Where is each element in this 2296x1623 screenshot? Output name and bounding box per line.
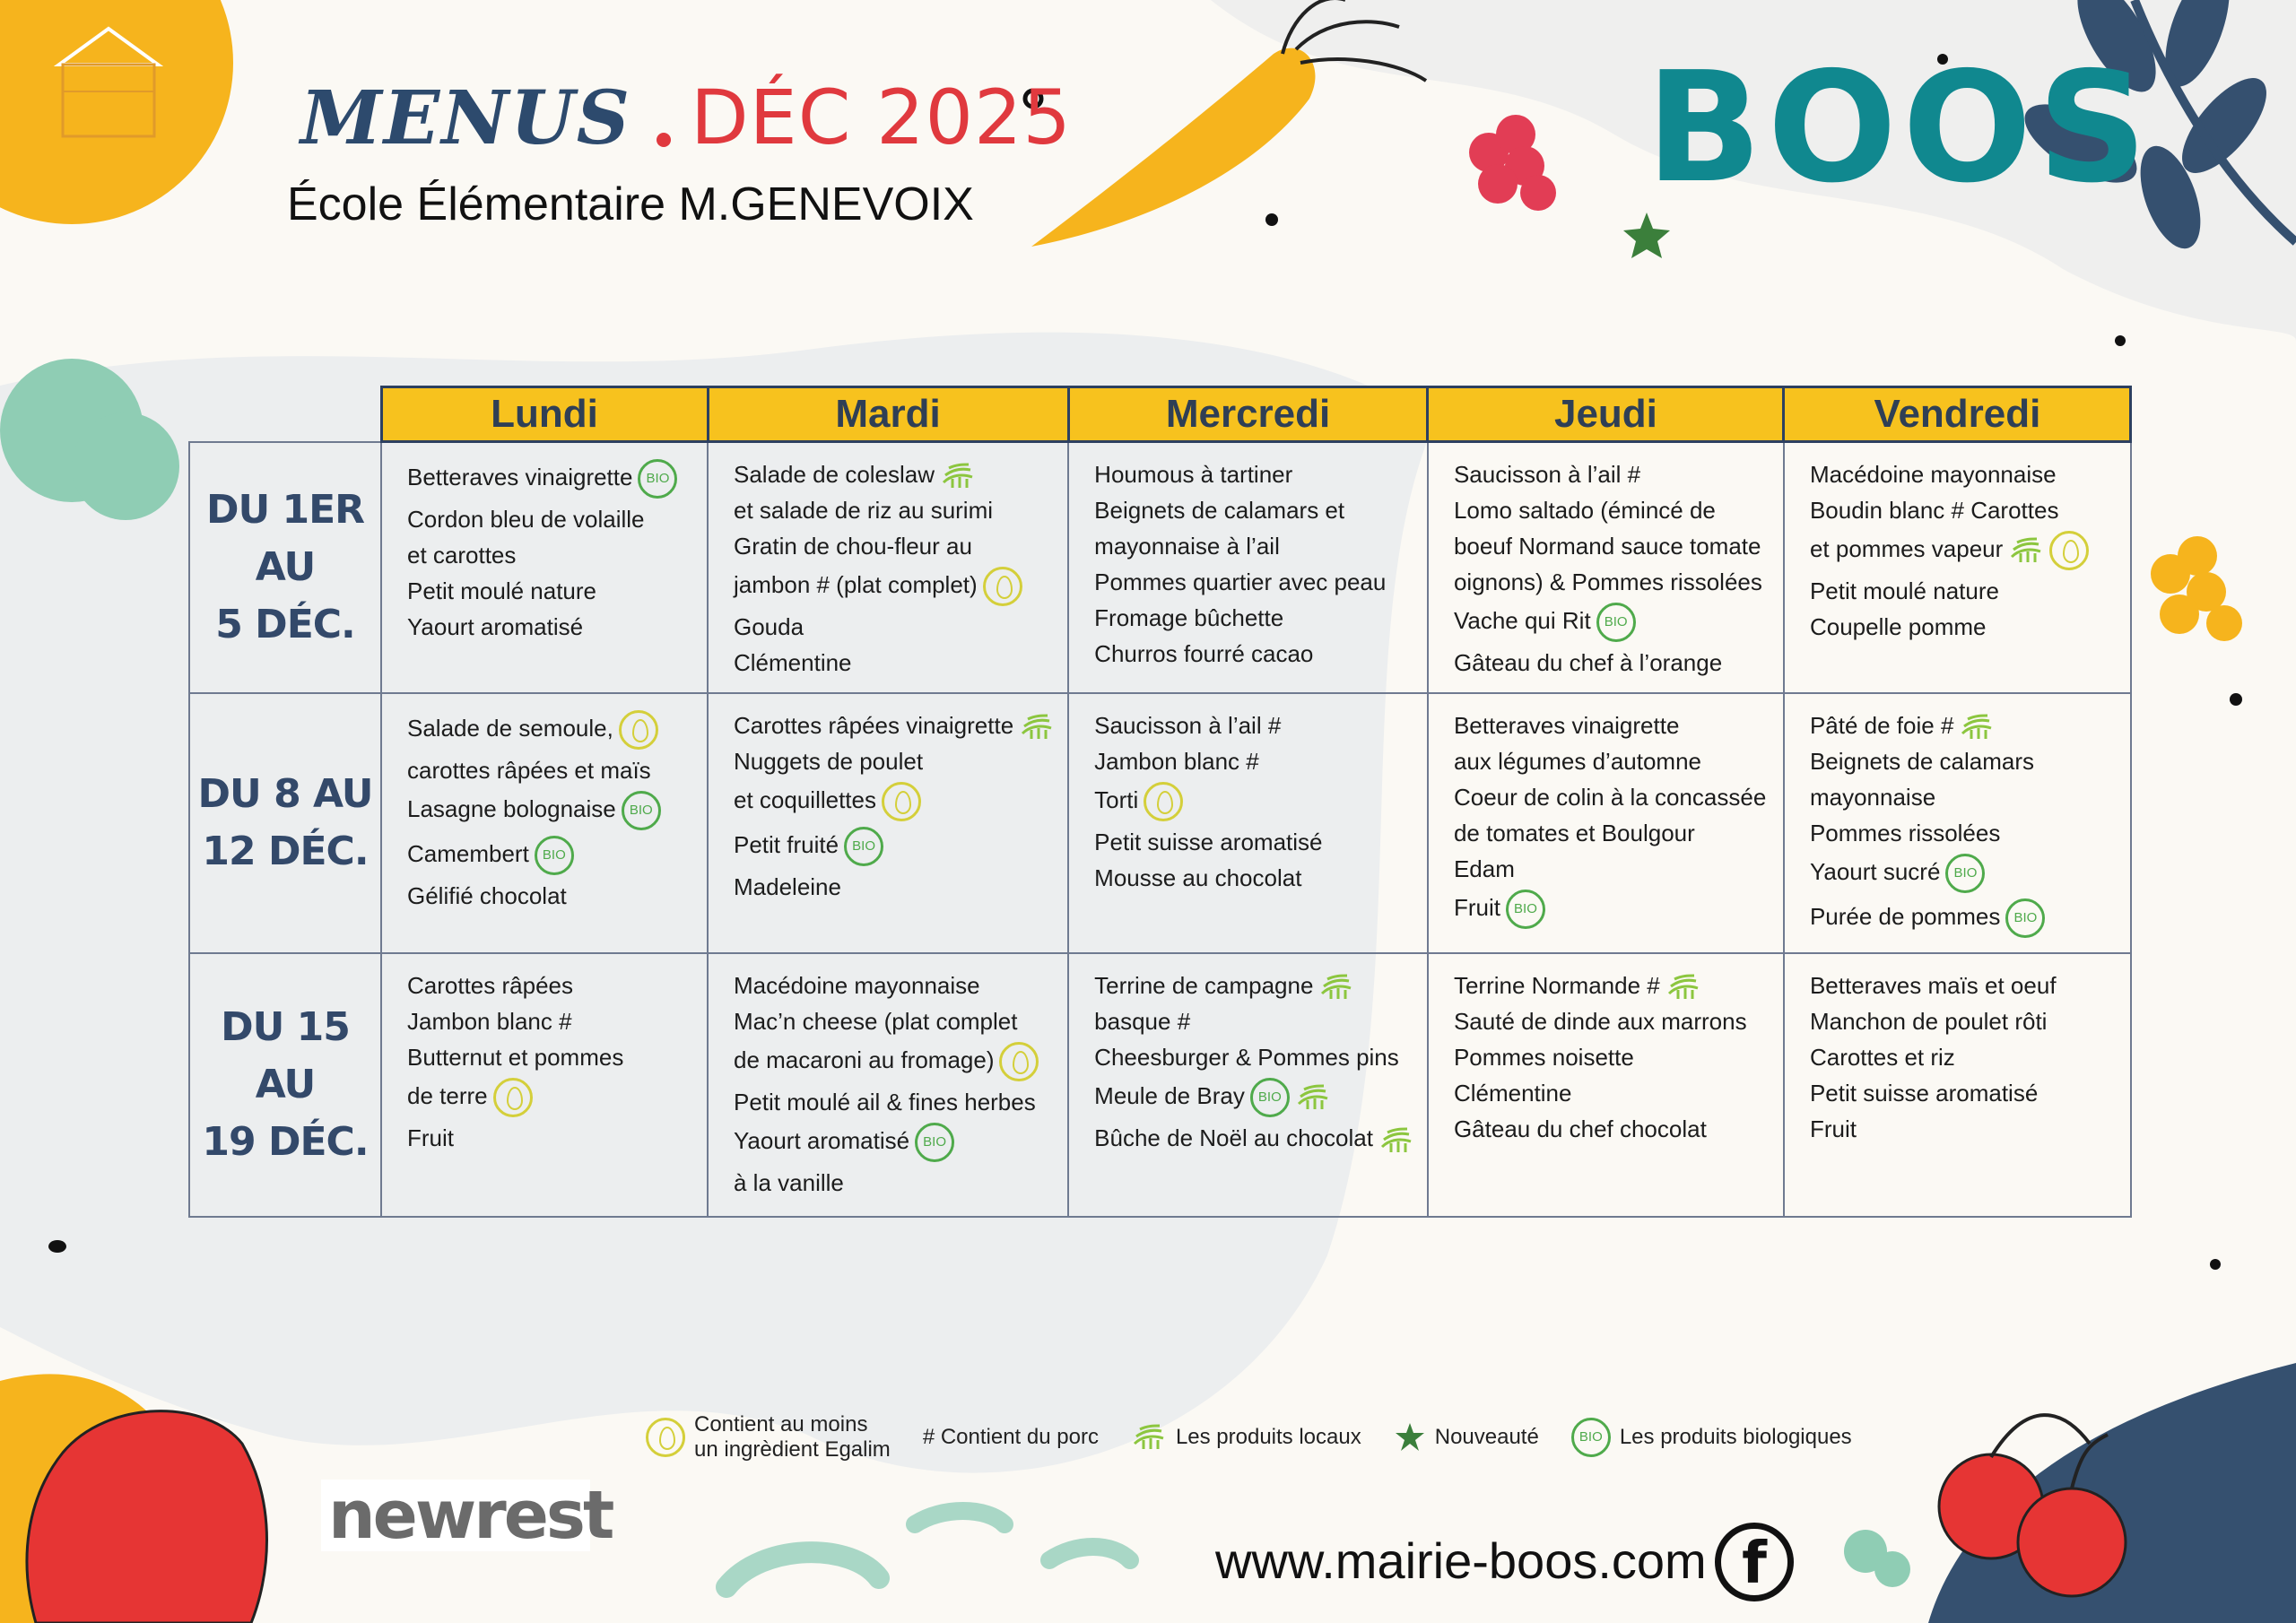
week-row [189, 693, 2131, 953]
local-products-icon [1665, 974, 1701, 1001]
dish-item [1810, 746, 2118, 777]
dish-text: Jambon blanc # [407, 1008, 572, 1036]
dish-item [1094, 782, 1414, 821]
dish-text: Meule de Bray [1094, 1082, 1245, 1110]
dish-item [407, 881, 694, 911]
bio-badge-icon: BIO [915, 1123, 954, 1162]
dish-item [734, 1006, 1055, 1037]
website-link[interactable]: www.mairie-boos.com [1215, 1532, 1707, 1589]
menus-label: MENUS [300, 75, 631, 161]
legend-local-text: Les produits locaux [1175, 1425, 1361, 1449]
dish-item [1454, 1078, 1770, 1108]
dish-text: Cordon bleu de volaille [407, 506, 645, 533]
day-header-lundi: Lundi [381, 387, 708, 442]
day-header-jeudi: Jeudi [1428, 387, 1784, 442]
menu-cell-mercredi [1068, 442, 1428, 694]
week-row [189, 442, 2131, 694]
dish-item [407, 1078, 694, 1117]
dish-item [734, 827, 1055, 866]
week-label-line1: DU 15 AU [221, 1004, 350, 1108]
week-label-line1: DU 1ER AU [205, 486, 365, 590]
menu-title [300, 74, 1072, 161]
menu-cell-vendredi [1784, 442, 2131, 694]
dish-text: Clémentine [1453, 1080, 1572, 1107]
dish-item [1454, 782, 1770, 812]
dish-text: Cheesburger & Pommes pins [1094, 1044, 1399, 1072]
dish-item [1094, 710, 1414, 741]
dish-item [1810, 576, 2118, 606]
dish-text: Camembert [407, 840, 529, 867]
dish-text: Beignets de calamars et [1094, 497, 1345, 524]
dish-text: Carottes râpées vinaigrette [734, 712, 1014, 740]
dish-item [1094, 638, 1414, 669]
dish-text: Pommes noisette [1453, 1044, 1634, 1072]
dish-item [734, 710, 1055, 741]
dish-text: basque # [1094, 1008, 1191, 1036]
dish-text: Edam [1453, 855, 1515, 883]
menu-cell-jeudi [1428, 693, 1784, 953]
dish-text: Butternut et pommes [407, 1044, 624, 1072]
dish-text: Vache qui Rit [1453, 606, 1591, 634]
dish-item [1454, 495, 1770, 525]
dish-text: Manchon de poulet rôti [1809, 1008, 2048, 1036]
dish-item [1094, 1123, 1414, 1153]
dish-text: Macédoine mayonnaise [734, 972, 980, 1000]
dish-text: mayonnaise à l’ail [1094, 533, 1280, 560]
local-products-icon [1959, 714, 1995, 741]
local-products-icon [1019, 714, 1055, 741]
dish-item [1454, 854, 1770, 884]
dish-text: Lasagne bolognaise [407, 795, 616, 822]
local-products-icon [1378, 1127, 1414, 1154]
dish-text: et pommes vapeur [1809, 534, 2004, 562]
dish-text: Yaourt aromatisé [734, 1127, 910, 1155]
dish-text: Gratin de chou-fleur au [734, 533, 972, 560]
dish-text: Coupelle pomme [1809, 613, 1987, 640]
dish-text: Petit suisse aromatisé [1094, 829, 1323, 856]
dish-item [407, 459, 694, 499]
dish-text: à la vanille [734, 1169, 844, 1197]
dish-text: Petit fruité [734, 831, 839, 859]
dish-text: Petit suisse aromatisé [1809, 1080, 2039, 1107]
dish-item [407, 755, 694, 785]
menu-cell-mardi [708, 953, 1068, 1217]
dish-text: et coquillettes [734, 786, 876, 814]
dish-item [1094, 863, 1414, 893]
dish-item [734, 1042, 1055, 1081]
dish-item [407, 836, 694, 875]
dish-item [1094, 1042, 1414, 1072]
school-name: École Élémentaire M.GENEVOIX [287, 178, 974, 230]
dish-item [734, 970, 1055, 1001]
dish-item [1454, 603, 1770, 642]
dish-item [734, 647, 1055, 678]
dish-text: Petit moulé nature [407, 577, 597, 604]
local-products-icon [1295, 1084, 1331, 1111]
week-row [189, 953, 2131, 1217]
menu-cell-mardi [708, 693, 1068, 953]
bio-badge-icon: BIO [535, 836, 574, 875]
dish-text: de tomates et Boulgour [1453, 820, 1695, 847]
dish-item [1810, 495, 2118, 525]
dish-text: Boudin blanc # Carottes [1809, 497, 2059, 524]
bio-badge-icon: BIO [1596, 603, 1636, 642]
dish-item [734, 1167, 1055, 1198]
dish-text: Pâté de foie # [1809, 712, 1954, 740]
dish-text: Madeleine [734, 873, 841, 901]
legend-bio-text: Les produits biologiques [1619, 1425, 1852, 1449]
dish-item [734, 746, 1055, 777]
dish-text: Salade de coleslaw [734, 461, 935, 488]
dish-text: Saucisson à l’ail # [1094, 712, 1282, 740]
dish-item [1094, 746, 1414, 777]
dish-item [1810, 970, 2118, 1001]
dish-item [1454, 531, 1770, 561]
legend-new [1394, 1421, 1539, 1454]
dish-text: Yaourt sucré [1809, 858, 1941, 886]
menu-cell-vendredi [1784, 953, 2131, 1217]
week-label-line2: 5 DÉC. [215, 601, 355, 647]
egalim-leaf-icon [999, 1042, 1039, 1081]
bio-badge-icon: BIO [2005, 898, 2045, 938]
egalim-leaf-icon [983, 567, 1022, 606]
dish-text: Sauté de dinde aux marrons [1453, 1008, 1747, 1036]
dish-item [1810, 1042, 2118, 1072]
week-label-line2: 19 DÉC. [202, 1119, 369, 1166]
dish-item [407, 540, 694, 570]
dish-item [734, 567, 1055, 606]
dish-text: Gâteau du chef chocolat [1453, 1115, 1707, 1143]
dish-item [1810, 710, 2118, 741]
dish-text: Carottes râpées [407, 972, 573, 1000]
egalim-leaf-icon [2049, 531, 2089, 570]
week-label [189, 442, 381, 694]
dish-item [1094, 459, 1414, 490]
dish-item [1810, 898, 2118, 938]
dish-item [1094, 567, 1414, 597]
dish-text: Purée de pommes [1809, 903, 2001, 931]
dish-item [1810, 531, 2118, 570]
dish-item [1454, 459, 1770, 490]
dish-item [1810, 818, 2118, 848]
dish-text: Betteraves vinaigrette [1453, 712, 1680, 740]
menu-cell-lundi [381, 442, 708, 694]
dish-text: Jambon blanc # [1094, 748, 1259, 776]
week-label [189, 953, 381, 1217]
dish-text: de terre [407, 1082, 488, 1110]
dish-item [1094, 495, 1414, 525]
legend-pork [923, 1425, 1099, 1450]
dish-text: Clémentine [734, 649, 852, 677]
dish-text: jambon # (plat complet) [734, 571, 978, 598]
bio-badge-icon: BIO [638, 459, 677, 499]
menu-cell-jeudi [1428, 442, 1784, 694]
week-label [189, 693, 381, 953]
dish-text: boeuf Normand sauce tomate [1453, 533, 1761, 560]
dish-text: carottes râpées et maïs [407, 757, 651, 785]
dish-text: mayonnaise [1809, 784, 1936, 812]
dish-item [1094, 827, 1414, 857]
menu-month: DÉC 2025 [690, 74, 1072, 161]
dish-text: Macédoine mayonnaise [1809, 461, 2057, 488]
menu-cell-mercredi [1068, 693, 1428, 953]
dish-item [1810, 1006, 2118, 1037]
dish-text: Fruit [1809, 1115, 1857, 1143]
dish-item [734, 872, 1055, 902]
dish-item [407, 1123, 694, 1153]
egalim-leaf-icon [619, 710, 658, 750]
dish-item [734, 782, 1055, 821]
dish-item [734, 612, 1055, 642]
legend-local [1131, 1424, 1361, 1451]
dish-text: et carottes [407, 542, 517, 568]
legend-egalim-line1: Contient au moins [694, 1412, 868, 1436]
dish-text: oignons) & Pommes rissolées [1453, 568, 1762, 595]
legend-bio [1571, 1418, 1852, 1457]
dish-text: Nuggets de poulet [734, 748, 924, 776]
dish-text: Mousse au chocolat [1094, 864, 1302, 892]
dish-item [1454, 746, 1770, 777]
dish-item [407, 791, 694, 830]
bio-badge-icon: BIO [1571, 1418, 1611, 1457]
dish-item [407, 970, 694, 1001]
local-products-icon [1131, 1424, 1167, 1451]
dish-text: Fruit [407, 1124, 454, 1152]
dish-text: Beignets de calamars [1809, 748, 2034, 776]
dish-item [1454, 647, 1770, 678]
bio-badge-icon: BIO [1945, 854, 1985, 893]
dish-text: Petit moulé ail & fines herbes [734, 1089, 1036, 1116]
raspberry-illustration [1469, 115, 1556, 211]
dish-item [1810, 854, 2118, 893]
dish-text: Saucisson à l’ail # [1453, 461, 1641, 488]
menu-cell-jeudi [1428, 953, 1784, 1217]
dish-text: Betteraves maïs et oeuf [1809, 972, 2057, 1000]
bio-badge-icon: BIO [1250, 1078, 1290, 1117]
dish-text: de macaroni au fromage) [734, 1046, 995, 1074]
legend-egalim [646, 1412, 891, 1462]
dish-text: Houmous à tartiner [1094, 461, 1293, 488]
menu-cell-mardi [708, 442, 1068, 694]
dish-item [1810, 1078, 2118, 1108]
dish-item [1094, 1006, 1414, 1037]
dish-item [407, 1042, 694, 1072]
dish-item [1454, 1114, 1770, 1144]
week-label-line1: DU 8 AU [197, 771, 373, 818]
dish-item [1454, 710, 1770, 741]
dish-item [734, 495, 1055, 525]
dish-item [1810, 459, 2118, 490]
menu-cell-vendredi [1784, 693, 2131, 953]
dish-text: Fromage bûchette [1094, 604, 1284, 631]
menu-cell-lundi [381, 693, 708, 953]
legend-egalim-line2: un ingrèdient Egalim [694, 1437, 891, 1462]
dish-item [1454, 818, 1770, 848]
egalim-leaf-icon [493, 1078, 533, 1117]
dish-item [407, 710, 694, 750]
dish-text: Salade de semoule, [407, 715, 613, 742]
star-icon [1394, 1421, 1426, 1454]
star-decoration [1623, 213, 1670, 258]
dish-text: Gélifié chocolat [407, 882, 567, 910]
dish-text: Pommes quartier avec peau [1094, 568, 1387, 595]
dish-text: Gouda [734, 613, 804, 641]
legend [646, 1412, 1884, 1462]
yellow-raspberry-illustration [2151, 536, 2242, 641]
dish-text: Terrine de campagne [1094, 972, 1314, 1000]
dish-item [1094, 603, 1414, 633]
dish-item [1810, 1114, 2118, 1144]
local-products-icon [1318, 974, 1354, 1001]
dish-text: Terrine Normande # [1453, 972, 1660, 1000]
dish-text: Lomo saltado (émincé de [1453, 497, 1716, 524]
egalim-leaf-icon [646, 1418, 685, 1457]
facebook-icon[interactable]: f [1715, 1523, 1794, 1601]
dish-text: Fruit [1453, 894, 1500, 921]
dish-text: Betteraves vinaigrette [407, 463, 633, 490]
dish-text: aux légumes d’automne [1453, 748, 1702, 776]
dish-item [734, 1123, 1055, 1162]
week-label-line2: 12 DÉC. [202, 829, 369, 875]
dish-item [407, 504, 694, 534]
dish-text: et salade de riz au surimi [734, 497, 994, 525]
dish-text: Gâteau du chef à l’orange [1453, 649, 1723, 676]
newrest-logo: newrest [321, 1480, 590, 1551]
day-header-vendredi: Vendredi [1784, 387, 2131, 442]
dish-item [407, 612, 694, 642]
dish-item [1094, 1078, 1414, 1117]
menu-cell-mercredi [1068, 953, 1428, 1217]
dish-item [1810, 612, 2118, 642]
legend-pork-text: # Contient du porc [922, 1425, 1099, 1449]
dish-text: Churros fourré cacao [1094, 640, 1314, 667]
dish-item [734, 1087, 1055, 1117]
bio-badge-icon: BIO [622, 791, 661, 830]
boos-brand-logo: BOOS [1646, 39, 2153, 217]
dish-item [734, 459, 1055, 490]
dish-text: Coeur de colin à la concassée [1453, 784, 1767, 812]
dish-text: Pommes rissolées [1809, 820, 2001, 847]
egalim-leaf-icon [1144, 782, 1183, 821]
town-logo [50, 20, 167, 145]
dish-item [407, 1006, 694, 1037]
dish-item [1454, 567, 1770, 597]
dish-text: Mac’n cheese (plat complet [734, 1008, 1018, 1036]
dish-item [407, 576, 694, 606]
bio-badge-icon: BIO [844, 827, 883, 866]
dish-text: Bûche de Noël au chocolat [1094, 1124, 1373, 1152]
legend-new-text: Nouveauté [1434, 1425, 1539, 1449]
dish-item [1454, 1006, 1770, 1037]
dish-item [1094, 970, 1414, 1001]
menu-cell-lundi [381, 953, 708, 1217]
bio-badge-icon: BIO [1506, 890, 1545, 929]
local-products-icon [940, 463, 976, 490]
dish-item [1810, 782, 2118, 812]
dish-item [734, 531, 1055, 561]
local-products-icon [2008, 537, 2044, 564]
dish-item [1454, 1042, 1770, 1072]
table-corner [189, 387, 381, 442]
title-separator-dot [657, 133, 671, 147]
dish-text: Petit moulé nature [1809, 577, 1999, 604]
day-header-mardi: Mardi [708, 387, 1068, 442]
dish-item [1454, 890, 1770, 929]
dish-text: Torti [1094, 786, 1139, 813]
dish-text: Carottes et riz [1809, 1044, 1955, 1072]
dish-item [1094, 531, 1414, 561]
egalim-leaf-icon [882, 782, 921, 821]
dish-text: Yaourt aromatisé [407, 613, 584, 640]
dish-item [1454, 970, 1770, 1001]
menu-table [188, 386, 2132, 1218]
day-header-mercredi: Mercredi [1068, 387, 1428, 442]
